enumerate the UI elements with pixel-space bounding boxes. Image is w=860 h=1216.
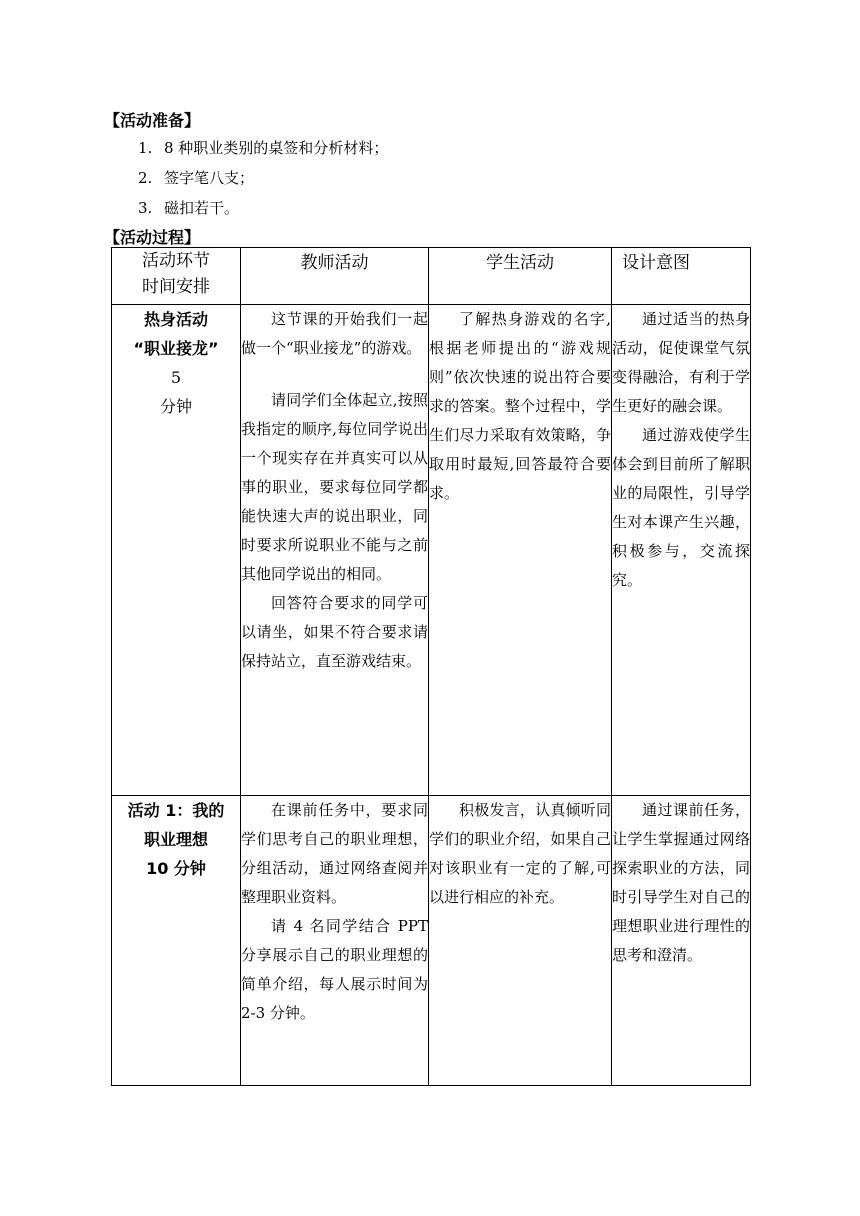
list-item bbox=[138, 193, 388, 223]
teacher-paragraph: 回答符合要求的同学可以请坐，如果不符合要求请保持站立，直至游戏结束。 bbox=[241, 594, 428, 670]
student-paragraph: 积极发言，认真倾听同学们的职业介绍，如果自己对该职业有一定的了解,可以进行相应的补充。 bbox=[429, 801, 611, 906]
phase-line: 职业理想 bbox=[143, 830, 208, 849]
header-phase bbox=[112, 248, 241, 305]
table-header-row bbox=[112, 248, 751, 305]
activity-table bbox=[111, 247, 751, 1086]
phase-line: 热身活动 bbox=[143, 310, 208, 329]
header-phase-line2: 时间安排 bbox=[142, 277, 210, 297]
list-item-text: 签字笔八支； bbox=[164, 169, 255, 187]
activity-prep-title: 【活动准备】 bbox=[104, 111, 201, 130]
phase-cell bbox=[112, 796, 241, 1086]
teacher-paragraph: 请 4 名同学结合 PPT 分享展示自己的职业理想的简单介绍，每人展示时间为 2-3 分钟。 bbox=[241, 917, 428, 1022]
table-row bbox=[112, 796, 751, 1086]
list-item-number: 1. bbox=[138, 139, 153, 157]
phase-line: 分钟 bbox=[159, 397, 192, 416]
design-cell bbox=[612, 796, 751, 1086]
list-item-number: 2. bbox=[138, 169, 153, 187]
phase-line: 10 分钟 bbox=[146, 859, 206, 878]
header-design: 设计意图 bbox=[612, 248, 751, 305]
list-item bbox=[138, 163, 388, 193]
phase-line: 5 bbox=[170, 368, 182, 387]
student-cell bbox=[429, 796, 612, 1086]
student-cell bbox=[429, 305, 612, 796]
table-row bbox=[112, 305, 751, 796]
list-item bbox=[138, 133, 388, 163]
design-paragraph: 通过适当的热身活动，促使课堂气氛变得融洽，有利于学生更好的融会课。 bbox=[612, 310, 750, 415]
header-teacher: 教师活动 bbox=[241, 248, 429, 305]
design-paragraph: 通过课前任务，让学生掌握通过网络探索职业的方法，同时引导学生对自己的理想职业进行理性的思考和澄清。 bbox=[612, 801, 750, 964]
student-paragraph: 了解热身游戏的名字,根据老师提出的“游戏规则”依次快速的说出符合要求的答案。整个过程中，学生们尽力采取有效策略，争取用时最短,回答最符合要求。 bbox=[429, 310, 611, 502]
teacher-paragraph: 这节课的开始我们一起做一个“职业接龙”的游戏。 bbox=[241, 310, 428, 357]
activity-process-title: 【活动过程】 bbox=[104, 228, 201, 247]
prep-list bbox=[138, 133, 388, 223]
design-paragraph: 通过游戏使学生体会到目前所了解职业的局限性，引导学生对本课产生兴趣，积极参与，交流探究。 bbox=[612, 426, 750, 589]
list-item-text: 8 种职业类别的桌签和分析材料； bbox=[164, 139, 389, 157]
phase-cell bbox=[112, 305, 241, 796]
design-cell bbox=[612, 305, 751, 796]
phase-line: 活动 1：我的 bbox=[127, 801, 225, 820]
teacher-paragraph: 在课前任务中，要求同学们思考自己的职业理想，分组活动，通过网络查阅并整理职业资料。 bbox=[241, 801, 428, 906]
teacher-cell bbox=[241, 796, 429, 1086]
header-student: 学生活动 bbox=[429, 248, 612, 305]
list-item-text: 磁扣若干。 bbox=[164, 199, 240, 217]
teacher-paragraph: 请同学们全体起立,按照我指定的顺序,每位同学说出一个现实存在并真实可以从事的职业，要求每位同学都能快速大声的说出职业，同时要求所说职业不能与之前其他同学说出的相同。 bbox=[241, 391, 428, 583]
list-item-number: 3. bbox=[138, 199, 153, 217]
header-phase-line1: 活动环节 bbox=[142, 251, 210, 271]
phase-line: “职业接龙” bbox=[133, 339, 219, 358]
teacher-cell bbox=[241, 305, 429, 796]
